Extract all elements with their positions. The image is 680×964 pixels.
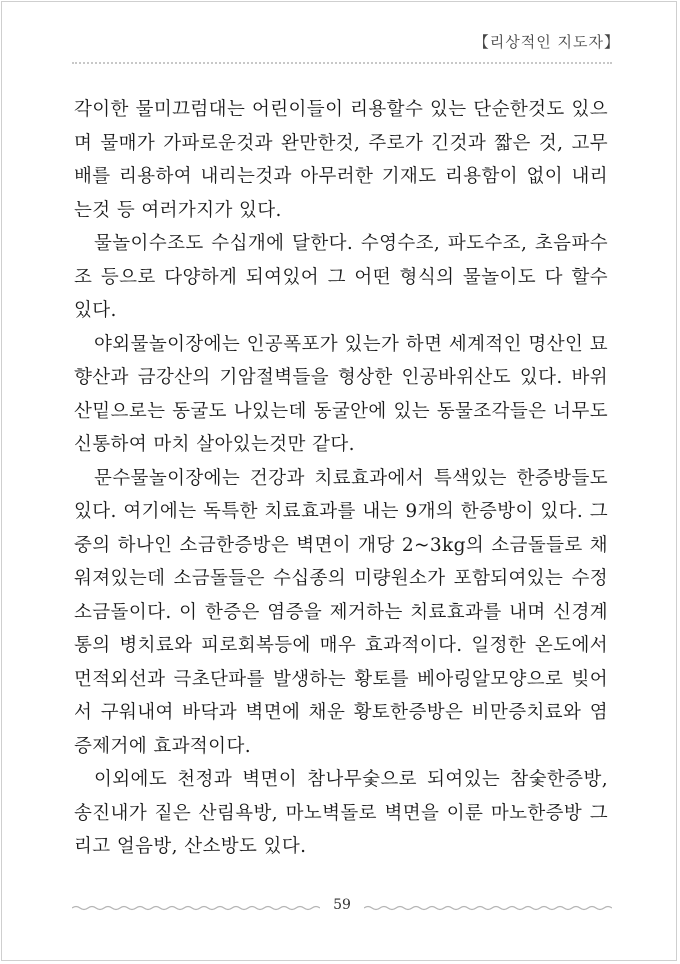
paragraph-5: 이외에도 천정과 벽면이 참나무숯으로 되여있는 참숯한증방, 송진내가 짙은 산림욕방, 마노벽돌로 벽면을 이룬 마노한증방 그리고 얼음방, 산소방도 있다. xyxy=(74,769,608,857)
paragraph-3: 야외물놀이장에는 인공폭포가 있는가 하면 세계적인 명산인 묘향산과 금강산의 기암절벽들을 형상한 인공바위산도 있다. 바위산밑으로는 동굴도 나있는데 동굴안에 있는 동물조각들은 너무도 신통하여 마치 살아있는것만 같다. xyxy=(74,333,608,455)
paragraph-4: 문수물놀이장에는 건강과 치료효과에서 특색있는 한증방들도 있다. 여기에는 독특한 치료효과를 내는 9개의 한증방이 있다. 그중의 하나인 소금한증방은 벽면이 개당 2~3kg의 소금돌들로 채워져있는데 소금돌들은 수십종의 미량원소가 포함되여있는 수정소금돌이다. 이 한증은 염증을 제거하는 치료효과를 내며 신경계통의 병치료와 피로회복등에 매우 효과적이다. 일정한 온도에서 먼적외선과 극초단파를 발생하는 황토를 베아링알모양으로 빚어서 구워내여 바닥과 벽면에 채운 황토한증방은 비만증치료와 염증제거에 효과적이다. xyxy=(74,467,608,757)
header-divider xyxy=(72,62,612,64)
footer-ornament-right xyxy=(364,905,612,911)
body-text xyxy=(74,93,608,864)
paragraph-1: 각이한 물미끄럼대는 어린이들이 리용할수 있는 단순한것도 있으며 물매가 가파로운것과 완만한것, 주로가 긴것과 짧은 것, 고무배를 리용하여 내리는것과 아무러한 기재도 리용함이 없이 내리는것 등 여러가지가 있다. xyxy=(74,99,608,221)
running-header: 【리상적인 지도자】 xyxy=(473,33,620,51)
paragraph-2: 물놀이수조도 수십개에 달한다. 수영수조, 파도수조, 초음파수조 등으로 다양하게 되여있어 그 어떤 형식의 물놀이도 다 할수 있다. xyxy=(74,233,608,321)
page-number: 59 xyxy=(333,897,351,913)
page-footer xyxy=(72,897,612,917)
